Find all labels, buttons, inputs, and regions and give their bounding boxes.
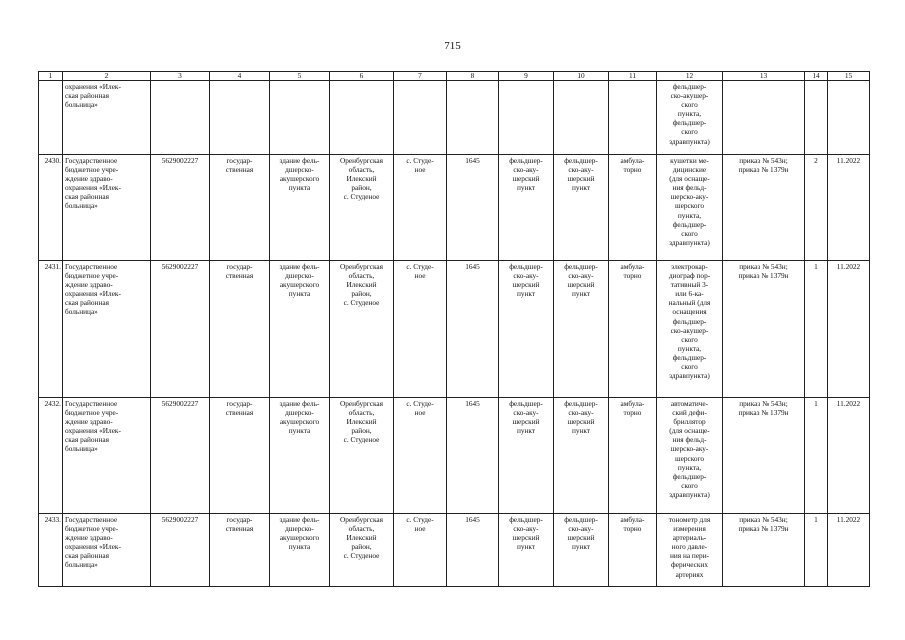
population: 1645 — [447, 398, 499, 514]
institution-name: Государственное бюджетное учре- ждение здраво- охранения «Илек- ская районная больница» — [63, 398, 151, 514]
unit-profile: фельдшер- ско-аку- шерский пункт — [554, 514, 609, 587]
empty-cell — [210, 81, 270, 155]
entry-number: 2430. — [39, 155, 63, 261]
building: здание фель- дшерско- акушерского пункта — [270, 155, 330, 261]
ownership-form: государ- ственная — [210, 514, 270, 587]
header-cell: 5 — [270, 72, 330, 81]
header-cell: 14 — [805, 72, 828, 81]
empty-cell — [723, 81, 805, 155]
unit-type: фельдшер- ско-аку- шерский пункт — [499, 514, 554, 587]
header-cell: 6 — [330, 72, 394, 81]
unit-profile: фельдшер- ско-аку- шерский пункт — [554, 398, 609, 514]
equipment-name: электрокар- диограф пор- тативный 3- или 6-ка- нальный (для оснащения фельдшер- ско-акушер- ского пункта, фельдшер- ского здравпункта) — [657, 261, 723, 398]
care-conditions: амбула- торно — [609, 155, 657, 261]
institution-name: Государственное бюджетное учре- ждение здраво- охранения «Илек- ская районная больница» — [63, 155, 151, 261]
empty-cell — [805, 81, 828, 155]
empty-cell — [330, 81, 394, 155]
empty-cell — [554, 81, 609, 155]
standard-reference: приказ № 543н; приказ № 1379н — [723, 398, 805, 514]
institution-name: охранения «Илек- ская районная больница» — [63, 81, 151, 155]
care-conditions: амбула- торно — [609, 261, 657, 398]
unit-profile: фельдшер- ско-аку- шерский пункт — [554, 261, 609, 398]
entry-number: 2433. — [39, 514, 63, 587]
quantity: 1 — [805, 398, 828, 514]
entry-number: 2431. — [39, 261, 63, 398]
header-cell: 2 — [63, 72, 151, 81]
empty-cell — [828, 81, 870, 155]
standard-reference: приказ № 543н; приказ № 1379н — [723, 155, 805, 261]
settlement: с. Студе- ное — [394, 514, 447, 587]
standard-reference: приказ № 543н; приказ № 1379н — [723, 514, 805, 587]
address: Оренбургская область, Илекский район, с. Студеное — [330, 514, 394, 587]
quantity: 1 — [805, 261, 828, 398]
unit-profile: фельдшер- ско-аку- шерский пункт — [554, 155, 609, 261]
entry-number: 2432. — [39, 398, 63, 514]
header-cell: 1 — [39, 72, 63, 81]
empty-cell — [609, 81, 657, 155]
address: Оренбургская область, Илекский район, с. Студеное — [330, 261, 394, 398]
header-cell: 8 — [447, 72, 499, 81]
population: 1645 — [447, 261, 499, 398]
due-date: 11.2022 — [828, 155, 870, 261]
registry-table — [38, 71, 870, 587]
header-cell: 10 — [554, 72, 609, 81]
unit-type: фельдшер- ско-аку- шерский пункт — [499, 398, 554, 514]
header-cell: 13 — [723, 72, 805, 81]
table-row — [39, 398, 870, 514]
standard-reference: приказ № 543н; приказ № 1379н — [723, 261, 805, 398]
unit-type: фельдшер- ско-аку- шерский пункт — [499, 155, 554, 261]
entry-number — [39, 81, 63, 155]
empty-cell — [499, 81, 554, 155]
building: здание фель- дшерско- акушерского пункта — [270, 514, 330, 587]
unit-type: фельдшер- ско-аку- шерский пункт — [499, 261, 554, 398]
population: 1645 — [447, 155, 499, 261]
due-date: 11.2022 — [828, 261, 870, 398]
table-row — [39, 261, 870, 398]
address: Оренбургская область, Илекский район, с. Студеное — [330, 398, 394, 514]
equipment-name: автоматиче- ский дефи- бриллятор (для оснаще- ния фельд- шерско-аку- шерского пункта, фельдшер- ского здравпункта) — [657, 398, 723, 514]
inn: 5629002227 — [151, 155, 210, 261]
care-conditions: амбула- торно — [609, 514, 657, 587]
continuation-row — [39, 81, 870, 155]
equipment-name: фельдшер- ско-акушер- ского пункта, фельдшер- ского здравпункта) — [657, 81, 723, 155]
quantity: 1 — [805, 514, 828, 587]
ownership-form: государ- ственная — [210, 261, 270, 398]
table-row — [39, 514, 870, 587]
empty-cell — [151, 81, 210, 155]
header-cell: 7 — [394, 72, 447, 81]
population: 1645 — [447, 514, 499, 587]
header-cell: 9 — [499, 72, 554, 81]
address: Оренбургская область, Илекский район, с. Студеное — [330, 155, 394, 261]
empty-cell — [270, 81, 330, 155]
institution-name: Государственное бюджетное учре- ждение здраво- охранения «Илек- ская районная больница» — [63, 261, 151, 398]
header-cell: 3 — [151, 72, 210, 81]
quantity: 2 — [805, 155, 828, 261]
due-date: 11.2022 — [828, 514, 870, 587]
settlement: с. Студе- ное — [394, 398, 447, 514]
building: здание фель- дшерско- акушерского пункта — [270, 261, 330, 398]
empty-cell — [394, 81, 447, 155]
ownership-form: государ- ственная — [210, 398, 270, 514]
ownership-form: государ- ственная — [210, 155, 270, 261]
equipment-name: кушетки ме- дицинские (для оснаще- ния фельд- шерско-аку- шерского пункта, фельдшер- ского здравпункта) — [657, 155, 723, 261]
due-date: 11.2022 — [828, 398, 870, 514]
header-cell: 15 — [828, 72, 870, 81]
building: здание фель- дшерско- акушерского пункта — [270, 398, 330, 514]
inn: 5629002227 — [151, 398, 210, 514]
header-cell: 4 — [210, 72, 270, 81]
settlement: с. Студе- ное — [394, 155, 447, 261]
care-conditions: амбула- торно — [609, 398, 657, 514]
institution-name: Государственное бюджетное учре- ждение здраво- охранения «Илек- ская районная больница» — [63, 514, 151, 587]
equipment-name: тонометр для измерения артериаль- ного давле- ния на пери- ферических артериях — [657, 514, 723, 587]
header-cell: 11 — [609, 72, 657, 81]
inn: 5629002227 — [151, 261, 210, 398]
page-number: 715 — [444, 40, 461, 52]
inn: 5629002227 — [151, 514, 210, 587]
header-cell: 12 — [657, 72, 723, 81]
table-row — [39, 155, 870, 261]
column-number-row — [39, 72, 870, 81]
settlement: с. Студе- ное — [394, 261, 447, 398]
empty-cell — [447, 81, 499, 155]
